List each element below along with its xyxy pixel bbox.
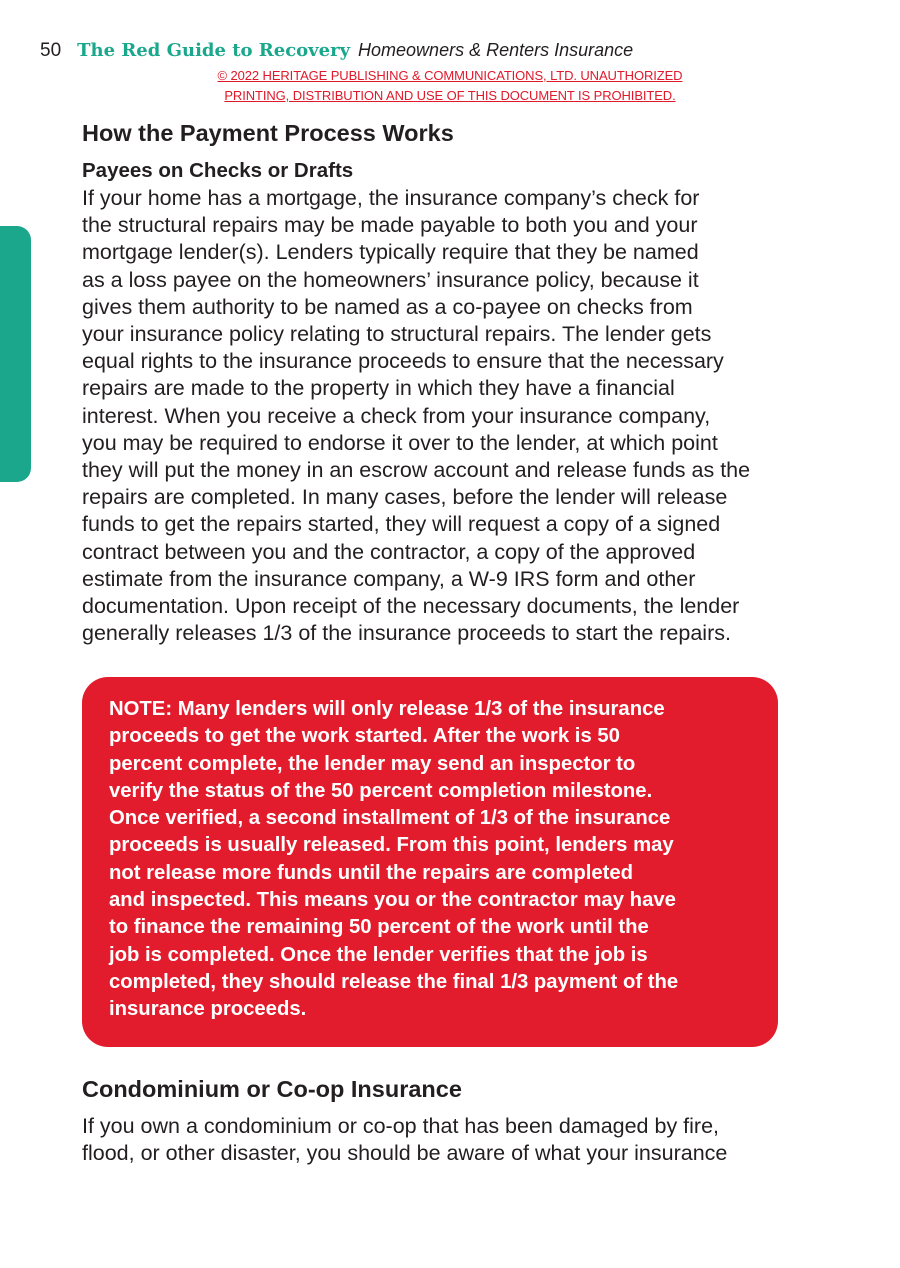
note-callout-box bbox=[82, 677, 778, 1047]
note-line: verify the status of the 50 percent completion milestone. bbox=[109, 779, 653, 802]
paragraph-line: the structural repairs may be made payable to both you and your bbox=[82, 213, 698, 238]
note-line: proceeds to get the work started. After the work is 50 bbox=[109, 725, 620, 748]
paragraph-line: gives them authority to be named as a co-payee on checks from bbox=[82, 294, 693, 319]
paragraph-line: funds to get the repairs started, they will request a copy of a signed bbox=[82, 512, 721, 537]
note-line: completed, they should release the final 1/3 payment of the bbox=[109, 970, 679, 993]
paragraph-line: documentation. Upon receipt of the necessary documents, the lender bbox=[82, 594, 740, 619]
condo-paragraph bbox=[82, 1113, 782, 1167]
paragraph-line: mortgage lender(s). Lenders typically require that they be named bbox=[82, 240, 699, 265]
page-number: 50 bbox=[40, 40, 62, 61]
section-heading: How the Payment Process Works bbox=[82, 120, 454, 146]
guide-title: The Red Guide to Recovery bbox=[77, 40, 351, 61]
paragraph-line: estimate from the insurance company, a W-9 IRS form and other bbox=[82, 566, 696, 591]
copyright-notice-line-2: PRINTING, DISTRIBUTION AND USE OF THIS DOCUMENT IS PROHIBITED. bbox=[224, 88, 676, 103]
note-line: not release more funds until the repairs are completed bbox=[109, 861, 634, 884]
note-line: to finance the remaining 50 percent of the work until the bbox=[109, 916, 649, 939]
book-subtitle: Homeowners & Renters Insurance bbox=[358, 40, 634, 60]
note-line: job is completed. Once the lender verifies that the job is bbox=[109, 943, 648, 966]
section-subheading: Payees on Checks or Drafts bbox=[82, 159, 354, 182]
note-line: proceeds is usually released. From this point, lenders may bbox=[109, 834, 674, 857]
paragraph-line: interest. When you receive a check from your insurance company, bbox=[82, 403, 711, 428]
note-line: insurance proceeds. bbox=[109, 998, 307, 1021]
paragraph-line: they will put the money in an escrow account and release funds as the bbox=[82, 458, 751, 483]
paragraph-line: generally releases 1/3 of the insurance proceeds to start the repairs. bbox=[82, 621, 731, 646]
paragraph-line: as a loss payee on the homeowners’ insurance policy, because it bbox=[82, 267, 699, 292]
note-line: and inspected. This means you or the contractor may have bbox=[109, 889, 676, 912]
running-header bbox=[40, 37, 633, 63]
paragraph-line: repairs are completed. In many cases, before the lender will release bbox=[82, 485, 728, 510]
copyright-notice-line-1: © 2022 HERITAGE PUBLISHING & COMMUNICATIONS, LTD. UNAUTHORIZED bbox=[217, 68, 683, 83]
note-text bbox=[109, 696, 678, 1024]
note-line: NOTE: Many lenders will only release 1/3 of the insurance bbox=[109, 698, 665, 720]
paragraph-line: If your home has a mortgage, the insurance company’s check for bbox=[82, 186, 700, 210]
paragraph-line: repairs are made to the property in which they have a financial bbox=[82, 376, 675, 401]
payees-paragraph bbox=[82, 185, 782, 647]
note-line: percent complete, the lender may send an inspector to bbox=[109, 752, 636, 775]
paragraph-line: you may be required to endorse it over to the lender, at which point bbox=[82, 430, 718, 455]
paragraph-line: equal rights to the insurance proceeds to ensure that the necessary bbox=[82, 349, 724, 374]
note-line: Once verified, a second installment of 1/3 of the insurance bbox=[109, 807, 671, 830]
chapter-tab-marker bbox=[0, 226, 31, 482]
paragraph-line: If you own a condominium or co-op that has been damaged by fire, bbox=[82, 1114, 720, 1138]
paragraph-line: your insurance policy relating to structural repairs. The lender gets bbox=[82, 322, 712, 347]
condo-heading: Condominium or Co-op Insurance bbox=[82, 1076, 462, 1102]
paragraph-line: contract between you and the contractor, a copy of the approved bbox=[82, 539, 696, 564]
paragraph-line: flood, or other disaster, you should be aware of what your insurance bbox=[82, 1141, 728, 1166]
